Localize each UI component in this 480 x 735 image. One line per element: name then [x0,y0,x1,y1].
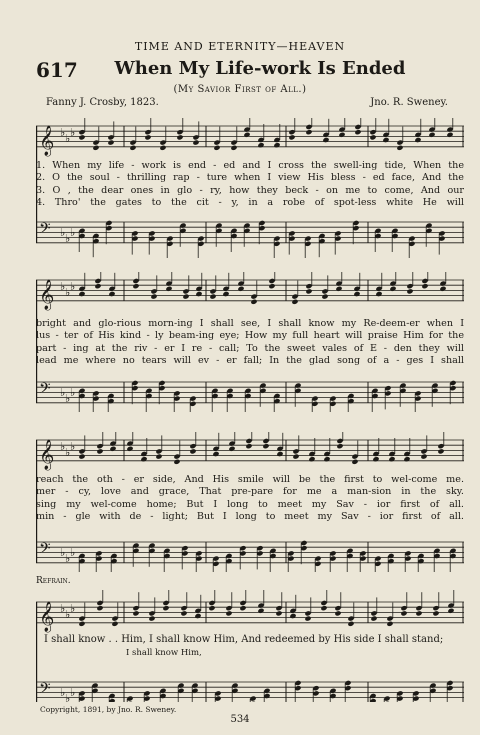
lyric-line: 4. Thro' the gates to the cit - y, in a robe of spot-less white He will [36,197,464,209]
note-head [148,616,155,622]
refrain-label: Refrain. [36,576,71,586]
flat-icon: ♭ [60,546,66,559]
note-head [335,286,342,292]
lyric-line: lus - ter of His kind - ly beam-ing eye; How my full heart will praise Him for the [36,330,464,342]
flat-icon: ♭ [65,286,71,299]
note-head [276,451,283,457]
composer-credit: Jno. R. Sweney. [370,97,448,108]
verse-lyrics-block-3 [36,474,464,524]
note-head [132,283,139,289]
note-head [415,610,422,616]
note-head [257,142,264,148]
note-head [96,448,103,454]
note-head [447,608,454,614]
lyric-line: lead me where no tears will ev - er fall; In the glad song of a - ges I shall [36,355,464,367]
note-head [275,610,282,616]
bass-clef-icon: 𝄢 [39,380,51,401]
note-head [245,443,252,449]
note-head [111,621,118,627]
note-head [292,454,299,460]
note-head [428,132,435,138]
note-head [389,286,396,292]
flat-icon: ♭ [70,440,76,453]
refrain-small-lyric: I shall know Him, [126,648,202,658]
note-head [403,456,410,462]
lyric-line: 2. O the soul - thrilling rap - ture when I view His bless - ed face, And the [36,172,464,184]
note-head [192,140,199,146]
flat-icon: ♭ [60,126,66,139]
hymn-subtitle: (My Savior First of All.) [173,84,307,95]
note-head [308,456,315,462]
note-head [78,454,85,460]
note-head [237,286,244,292]
note-head [257,608,264,614]
flat-icon: ♭ [65,446,71,459]
section-header: TIME AND ETERNITY—HEAVEN [134,40,346,53]
note-head [439,286,446,292]
note-head [96,605,103,611]
note-head [268,283,275,289]
note-head [78,621,85,627]
note-head [288,134,295,140]
note-head [320,605,327,611]
flat-icon: ♭ [60,386,66,399]
note-head [375,291,382,297]
flat-icon: ♭ [70,386,76,399]
note-head [182,294,189,300]
note-head [108,291,115,297]
treble-clef-icon: 𝄞 [39,601,55,632]
note-head [78,134,85,140]
flat-icon: ♭ [70,602,76,615]
note-head [323,456,330,462]
music-system-refrain [36,590,464,702]
lyric-line: 1. When my life - work is end - ed and I cross the swell-ing tide, When the [36,160,464,171]
lyric-line: bright and glo-rious morn-ing I shall see, I shall know my Re-deem-er when I [36,318,464,329]
flat-icon: ♭ [65,392,71,405]
note-head [213,145,220,151]
treble-clef-icon: 𝄞 [39,439,55,470]
note-head [230,145,237,151]
note-head [92,145,99,151]
note-head [336,443,343,449]
page-number: 534 [230,714,250,725]
note-head [165,286,172,292]
note-head [386,621,393,627]
lyric-line: part - ing at the riv - er I re - call; To the sweet vales of E - den they will [36,342,464,354]
note-head [107,140,114,146]
note-head [140,456,147,462]
note-head [305,129,312,135]
flat-icon: ♭ [65,692,71,702]
lyric-line: min - gle with de - light; But I long to meet my Sav - ior first of all. [36,511,464,523]
bass-clef-icon: 𝄢 [39,680,51,701]
bass-clef-icon: 𝄢 [39,540,51,561]
lyric-line: sing my wel-come home; But I long to meet my Sav - ior first of all. [36,498,464,510]
note-head [321,294,328,300]
note-head [432,610,439,616]
note-head [369,134,376,140]
note-head [195,291,202,297]
verse-lyrics-block-2 [36,318,464,368]
staff-pair-refrain [36,590,464,702]
flat-icon: ♭ [65,132,71,145]
hymn-number: 617 [36,58,78,82]
bass-clef-icon: 𝄢 [39,220,51,241]
note-head [406,288,413,294]
note-head [228,446,235,452]
note-head [194,613,201,619]
note-head [289,613,296,619]
note-head [162,605,169,611]
note-head [273,142,280,148]
lyric-line: mer - cy, love and grace, That pre-pare for me a man-sion in the sky. [36,486,464,498]
note-head [421,283,428,289]
music-system-1 [36,118,464,258]
note-head [173,459,180,465]
flat-icon: ♭ [70,280,76,293]
lyric-line: 3. O , the dear ones in glo - ry, how they beck - on me to come, And our [36,184,464,196]
note-head [291,299,298,305]
note-head [420,454,427,460]
note-head [388,456,395,462]
hymn-title: When My Life-work Is Ended [114,58,406,79]
note-head [212,451,219,457]
flat-icon: ♭ [60,602,66,615]
note-head [437,448,444,454]
note-head [334,610,341,616]
note-head [354,129,361,135]
note-head [347,621,354,627]
flat-icon: ♭ [65,608,71,621]
note-head [209,294,216,300]
note-head [305,288,312,294]
note-head [400,610,407,616]
note-head [180,610,187,616]
copyright-notice: Copyright, 1891, by Jno. R. Sweney. [40,705,177,714]
note-head [176,134,183,140]
note-head [322,137,329,143]
note-head [396,145,403,151]
note-head [78,291,85,297]
note-head [225,610,232,616]
note-head [304,616,311,622]
note-head [338,132,345,138]
lyric-line: reach the oth - er side, And His smile will be the first to wel-come me. [36,474,464,485]
note-head [208,605,215,611]
note-head [351,459,358,465]
flat-icon: ♭ [70,126,76,139]
flat-icon: ♭ [65,552,71,565]
music-system-3 [36,432,464,572]
note-head [243,132,250,138]
note-head [144,134,151,140]
flat-icon: ♭ [60,686,66,699]
note-head [189,448,196,454]
note-head [150,294,157,300]
note-head [262,443,269,449]
flat-icon: ♭ [60,280,66,293]
flat-icon: ♭ [70,226,76,239]
note-head [414,137,421,143]
note-head [155,454,162,460]
note-head [159,145,166,151]
note-head [372,456,379,462]
note-head [250,299,257,305]
note-head [132,610,139,616]
note-head [126,446,133,452]
note-head [239,605,246,611]
flat-icon: ♭ [70,686,76,699]
author-credit: Fanny J. Crosby, 1823. [46,97,159,108]
note-head [370,616,377,622]
treble-clef-icon: 𝄞 [39,125,55,156]
note-head [382,137,389,143]
flat-icon: ♭ [60,440,66,453]
treble-clef-icon: 𝄞 [39,279,55,310]
note-head [446,132,453,138]
note-head [109,446,116,452]
note-head [94,283,101,289]
note-head [353,291,360,297]
note-head [129,145,136,151]
verse-lyrics-block-1 [36,160,464,210]
music-system-2 [36,272,464,412]
flat-icon: ♭ [70,546,76,559]
flat-icon: ♭ [60,226,66,239]
note-head [222,291,229,297]
flat-icon: ♭ [65,232,71,245]
refrain-lyric: I shall know . . Him, I shall know Him, And redeemed by His side I shall stand; [44,634,444,645]
